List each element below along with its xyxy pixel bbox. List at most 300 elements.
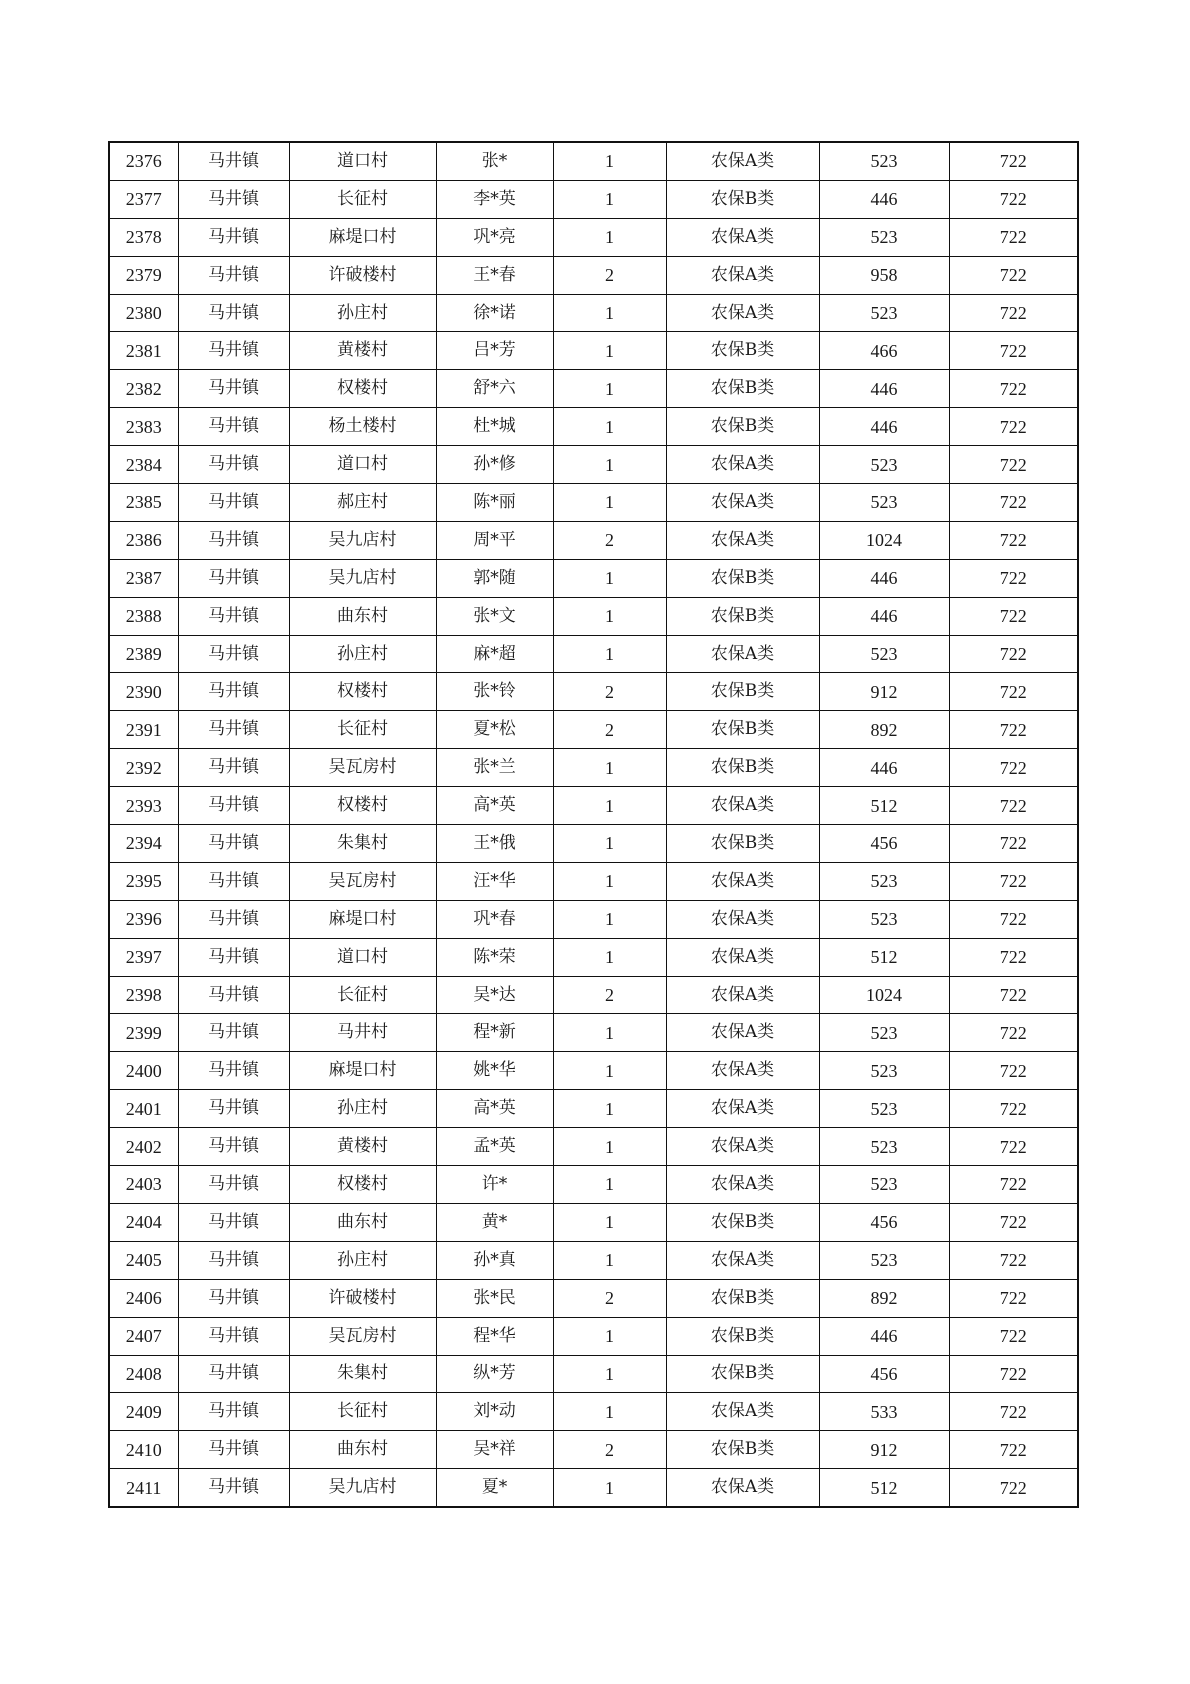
cell-town: 马井镇 [178,332,289,370]
cell-household-count: 1 [553,787,666,825]
table-row [109,749,1078,787]
cell-household-count: 2 [553,1279,666,1317]
table-row [109,1431,1078,1469]
cell-town: 马井镇 [178,862,289,900]
cell-household-count: 1 [553,446,666,484]
cell-town: 马井镇 [178,787,289,825]
cell-serial-number: 2402 [109,1128,178,1166]
table-row [109,1090,1078,1128]
cell-serial-number: 2394 [109,825,178,863]
table-row [109,900,1078,938]
cell-household-count: 2 [553,976,666,1014]
cell-standard: 722 [949,1090,1078,1128]
table-row [109,1317,1078,1355]
cell-village: 黄楼村 [289,1128,436,1166]
cell-insurance-category: 农保A类 [666,900,819,938]
cell-serial-number: 2405 [109,1241,178,1279]
cell-household-count: 1 [553,1128,666,1166]
cell-person-name: 李*英 [436,180,553,218]
cell-standard: 722 [949,1393,1078,1431]
cell-amount: 958 [819,256,949,294]
cell-standard: 722 [949,1166,1078,1204]
cell-standard: 722 [949,1279,1078,1317]
cell-serial-number: 2392 [109,749,178,787]
cell-person-name: 吕*芳 [436,332,553,370]
cell-amount: 523 [819,1090,949,1128]
table-row [109,825,1078,863]
cell-person-name: 巩*春 [436,900,553,938]
cell-standard: 722 [949,1241,1078,1279]
cell-amount: 446 [819,559,949,597]
table-row [109,370,1078,408]
cell-serial-number: 2401 [109,1090,178,1128]
cell-amount: 446 [819,597,949,635]
cell-town: 马井镇 [178,1014,289,1052]
cell-standard: 722 [949,370,1078,408]
cell-serial-number: 2404 [109,1203,178,1241]
cell-household-count: 1 [553,825,666,863]
cell-household-count: 2 [553,521,666,559]
cell-village: 权楼村 [289,673,436,711]
cell-village: 吴九店村 [289,559,436,597]
cell-standard: 722 [949,294,1078,332]
cell-village: 孙庄村 [289,1090,436,1128]
cell-town: 马井镇 [178,484,289,522]
cell-amount: 446 [819,749,949,787]
cell-insurance-category: 农保B类 [666,180,819,218]
cell-amount: 1024 [819,521,949,559]
cell-person-name: 黄* [436,1203,553,1241]
cell-town: 马井镇 [178,597,289,635]
cell-amount: 523 [819,1166,949,1204]
cell-amount: 523 [819,1014,949,1052]
cell-household-count: 2 [553,1431,666,1469]
table-row [109,1279,1078,1317]
cell-person-name: 张*文 [436,597,553,635]
cell-amount: 523 [819,484,949,522]
cell-insurance-category: 农保B类 [666,749,819,787]
table-row [109,142,1078,180]
cell-serial-number: 2395 [109,862,178,900]
cell-village: 曲东村 [289,597,436,635]
cell-insurance-category: 农保A类 [666,1090,819,1128]
cell-amount: 912 [819,1431,949,1469]
cell-town: 马井镇 [178,446,289,484]
cell-insurance-category: 农保A类 [666,446,819,484]
cell-serial-number: 2389 [109,635,178,673]
cell-household-count: 1 [553,1317,666,1355]
cell-standard: 722 [949,673,1078,711]
table-body [109,142,1078,1507]
cell-amount: 1024 [819,976,949,1014]
cell-person-name: 孙*修 [436,446,553,484]
cell-standard: 722 [949,521,1078,559]
cell-standard: 722 [949,180,1078,218]
table-row [109,787,1078,825]
cell-person-name: 王*俄 [436,825,553,863]
table-row [109,408,1078,446]
cell-insurance-category: 农保A类 [666,484,819,522]
cell-serial-number: 2385 [109,484,178,522]
cell-town: 马井镇 [178,1317,289,1355]
cell-standard: 722 [949,749,1078,787]
cell-village: 孙庄村 [289,635,436,673]
cell-household-count: 1 [553,218,666,256]
cell-serial-number: 2376 [109,142,178,180]
cell-person-name: 夏*松 [436,711,553,749]
cell-standard: 722 [949,825,1078,863]
cell-amount: 912 [819,673,949,711]
cell-town: 马井镇 [178,1241,289,1279]
cell-village: 道口村 [289,446,436,484]
cell-serial-number: 2390 [109,673,178,711]
cell-insurance-category: 农保B类 [666,559,819,597]
cell-serial-number: 2388 [109,597,178,635]
cell-serial-number: 2408 [109,1355,178,1393]
cell-insurance-category: 农保A类 [666,1014,819,1052]
cell-standard: 722 [949,218,1078,256]
cell-standard: 722 [949,938,1078,976]
cell-amount: 523 [819,1052,949,1090]
cell-person-name: 张*民 [436,1279,553,1317]
cell-village: 许破楼村 [289,1279,436,1317]
cell-person-name: 程*新 [436,1014,553,1052]
cell-household-count: 1 [553,1166,666,1204]
cell-village: 道口村 [289,142,436,180]
cell-household-count: 2 [553,711,666,749]
cell-serial-number: 2406 [109,1279,178,1317]
cell-person-name: 刘*动 [436,1393,553,1431]
cell-insurance-category: 农保A类 [666,1052,819,1090]
cell-person-name: 孟*英 [436,1128,553,1166]
cell-insurance-category: 农保A类 [666,862,819,900]
table-row [109,597,1078,635]
cell-serial-number: 2400 [109,1052,178,1090]
cell-village: 长征村 [289,1393,436,1431]
cell-amount: 446 [819,180,949,218]
cell-amount: 512 [819,1469,949,1507]
cell-town: 马井镇 [178,673,289,711]
cell-insurance-category: 农保B类 [666,673,819,711]
cell-amount: 523 [819,862,949,900]
cell-town: 马井镇 [178,1052,289,1090]
cell-amount: 446 [819,370,949,408]
cell-standard: 722 [949,597,1078,635]
cell-person-name: 吴*达 [436,976,553,1014]
cell-insurance-category: 农保A类 [666,938,819,976]
cell-town: 马井镇 [178,1166,289,1204]
cell-town: 马井镇 [178,900,289,938]
cell-insurance-category: 农保A类 [666,1128,819,1166]
cell-village: 杨土楼村 [289,408,436,446]
cell-insurance-category: 农保A类 [666,1166,819,1204]
cell-serial-number: 2399 [109,1014,178,1052]
table-row [109,1128,1078,1166]
cell-town: 马井镇 [178,976,289,1014]
cell-person-name: 高*英 [436,787,553,825]
cell-person-name: 夏* [436,1469,553,1507]
cell-serial-number: 2407 [109,1317,178,1355]
cell-village: 曲东村 [289,1203,436,1241]
cell-insurance-category: 农保A类 [666,976,819,1014]
cell-serial-number: 2381 [109,332,178,370]
cell-insurance-category: 农保B类 [666,825,819,863]
table-row [109,218,1078,256]
cell-amount: 892 [819,711,949,749]
cell-town: 马井镇 [178,559,289,597]
cell-village: 吴九店村 [289,521,436,559]
cell-insurance-category: 农保B类 [666,1279,819,1317]
cell-standard: 722 [949,976,1078,1014]
cell-household-count: 1 [553,1355,666,1393]
cell-household-count: 1 [553,332,666,370]
cell-village: 麻堤口村 [289,1052,436,1090]
table-row [109,711,1078,749]
cell-insurance-category: 农保B类 [666,1203,819,1241]
cell-standard: 722 [949,332,1078,370]
cell-person-name: 杜*城 [436,408,553,446]
table-row [109,446,1078,484]
cell-household-count: 2 [553,256,666,294]
cell-household-count: 1 [553,408,666,446]
cell-village: 马井村 [289,1014,436,1052]
cell-person-name: 张* [436,142,553,180]
cell-standard: 722 [949,1431,1078,1469]
cell-town: 马井镇 [178,294,289,332]
table-row [109,521,1078,559]
cell-standard: 722 [949,142,1078,180]
cell-person-name: 高*英 [436,1090,553,1128]
cell-amount: 523 [819,1128,949,1166]
cell-standard: 722 [949,1317,1078,1355]
cell-amount: 523 [819,900,949,938]
cell-village: 朱集村 [289,1355,436,1393]
table-row [109,1393,1078,1431]
cell-household-count: 1 [553,1052,666,1090]
cell-serial-number: 2378 [109,218,178,256]
cell-village: 吴瓦房村 [289,1317,436,1355]
cell-amount: 523 [819,294,949,332]
cell-household-count: 1 [553,749,666,787]
cell-insurance-category: 农保A类 [666,1469,819,1507]
cell-village: 吴九店村 [289,1469,436,1507]
cell-household-count: 1 [553,1090,666,1128]
cell-serial-number: 2403 [109,1166,178,1204]
cell-standard: 722 [949,1469,1078,1507]
cell-person-name: 陈*荣 [436,938,553,976]
cell-village: 黄楼村 [289,332,436,370]
cell-amount: 523 [819,142,949,180]
cell-amount: 523 [819,218,949,256]
cell-standard: 722 [949,1203,1078,1241]
cell-serial-number: 2377 [109,180,178,218]
cell-town: 马井镇 [178,711,289,749]
table-row [109,256,1078,294]
cell-standard: 722 [949,484,1078,522]
cell-household-count: 1 [553,938,666,976]
cell-village: 朱集村 [289,825,436,863]
cell-amount: 456 [819,1355,949,1393]
cell-person-name: 巩*亮 [436,218,553,256]
cell-person-name: 麻*超 [436,635,553,673]
cell-town: 马井镇 [178,635,289,673]
cell-insurance-category: 农保B类 [666,597,819,635]
cell-household-count: 1 [553,1014,666,1052]
cell-household-count: 1 [553,1203,666,1241]
table-row [109,180,1078,218]
cell-insurance-category: 农保A类 [666,1241,819,1279]
cell-insurance-category: 农保B类 [666,711,819,749]
cell-amount: 466 [819,332,949,370]
cell-town: 马井镇 [178,749,289,787]
cell-village: 权楼村 [289,370,436,408]
table-row [109,1052,1078,1090]
cell-village: 孙庄村 [289,294,436,332]
cell-town: 马井镇 [178,825,289,863]
cell-standard: 722 [949,446,1078,484]
cell-insurance-category: 农保A类 [666,294,819,332]
cell-person-name: 徐*诺 [436,294,553,332]
cell-village: 权楼村 [289,787,436,825]
cell-town: 马井镇 [178,1355,289,1393]
table-row [109,484,1078,522]
cell-insurance-category: 农保A类 [666,142,819,180]
cell-amount: 456 [819,825,949,863]
table-row [109,1241,1078,1279]
cell-town: 马井镇 [178,370,289,408]
table-row [109,862,1078,900]
cell-household-count: 1 [553,597,666,635]
cell-village: 长征村 [289,976,436,1014]
cell-standard: 722 [949,1014,1078,1052]
cell-town: 马井镇 [178,256,289,294]
cell-person-name: 张*铃 [436,673,553,711]
cell-town: 马井镇 [178,1203,289,1241]
cell-village: 郝庄村 [289,484,436,522]
cell-amount: 512 [819,938,949,976]
cell-insurance-category: 农保A类 [666,1393,819,1431]
cell-person-name: 周*平 [436,521,553,559]
cell-person-name: 程*华 [436,1317,553,1355]
cell-serial-number: 2393 [109,787,178,825]
table-row [109,1166,1078,1204]
cell-serial-number: 2410 [109,1431,178,1469]
cell-amount: 456 [819,1203,949,1241]
cell-amount: 523 [819,635,949,673]
cell-village: 权楼村 [289,1166,436,1204]
cell-standard: 722 [949,711,1078,749]
cell-household-count: 1 [553,900,666,938]
cell-standard: 722 [949,1355,1078,1393]
cell-amount: 512 [819,787,949,825]
cell-household-count: 1 [553,635,666,673]
cell-town: 马井镇 [178,408,289,446]
cell-village: 长征村 [289,711,436,749]
cell-household-count: 1 [553,1393,666,1431]
cell-serial-number: 2382 [109,370,178,408]
cell-household-count: 1 [553,862,666,900]
table-row [109,1469,1078,1507]
cell-household-count: 2 [553,673,666,711]
cell-serial-number: 2380 [109,294,178,332]
cell-standard: 722 [949,1052,1078,1090]
table-row [109,332,1078,370]
cell-person-name: 舒*六 [436,370,553,408]
cell-town: 马井镇 [178,180,289,218]
cell-amount: 523 [819,446,949,484]
cell-serial-number: 2391 [109,711,178,749]
table-row [109,1355,1078,1393]
cell-serial-number: 2387 [109,559,178,597]
cell-standard: 722 [949,408,1078,446]
cell-town: 马井镇 [178,218,289,256]
cell-person-name: 姚*华 [436,1052,553,1090]
table-row [109,673,1078,711]
cell-village: 曲东村 [289,1431,436,1469]
cell-town: 马井镇 [178,1469,289,1507]
table-row [109,635,1078,673]
cell-standard: 722 [949,256,1078,294]
cell-amount: 446 [819,408,949,446]
cell-serial-number: 2379 [109,256,178,294]
cell-village: 麻堤口村 [289,218,436,256]
cell-village: 吴瓦房村 [289,749,436,787]
table-row [109,976,1078,1014]
cell-serial-number: 2398 [109,976,178,1014]
cell-person-name: 汪*华 [436,862,553,900]
cell-village: 麻堤口村 [289,900,436,938]
cell-serial-number: 2397 [109,938,178,976]
cell-insurance-category: 农保A类 [666,635,819,673]
cell-person-name: 陈*丽 [436,484,553,522]
cell-person-name: 孙*真 [436,1241,553,1279]
cell-town: 马井镇 [178,1279,289,1317]
cell-serial-number: 2383 [109,408,178,446]
cell-village: 吴瓦房村 [289,862,436,900]
cell-amount: 892 [819,1279,949,1317]
cell-insurance-category: 农保A类 [666,218,819,256]
cell-insurance-category: 农保B类 [666,1355,819,1393]
cell-standard: 722 [949,635,1078,673]
cell-town: 马井镇 [178,1393,289,1431]
table-row [109,559,1078,597]
cell-person-name: 纵*芳 [436,1355,553,1393]
table-row [109,938,1078,976]
cell-serial-number: 2396 [109,900,178,938]
cell-standard: 722 [949,1128,1078,1166]
cell-standard: 722 [949,559,1078,597]
cell-serial-number: 2409 [109,1393,178,1431]
cell-town: 马井镇 [178,1090,289,1128]
cell-town: 马井镇 [178,521,289,559]
cell-amount: 446 [819,1317,949,1355]
cell-insurance-category: 农保A类 [666,256,819,294]
cell-standard: 722 [949,787,1078,825]
cell-household-count: 1 [553,294,666,332]
cell-town: 马井镇 [178,938,289,976]
cell-insurance-category: 农保A类 [666,787,819,825]
cell-person-name: 郭*随 [436,559,553,597]
table-row [109,1014,1078,1052]
cell-household-count: 1 [553,559,666,597]
cell-person-name: 吴*祥 [436,1431,553,1469]
cell-household-count: 1 [553,180,666,218]
cell-household-count: 1 [553,142,666,180]
cell-person-name: 许* [436,1166,553,1204]
cell-amount: 523 [819,1241,949,1279]
cell-insurance-category: 农保B类 [666,1317,819,1355]
table-row [109,294,1078,332]
